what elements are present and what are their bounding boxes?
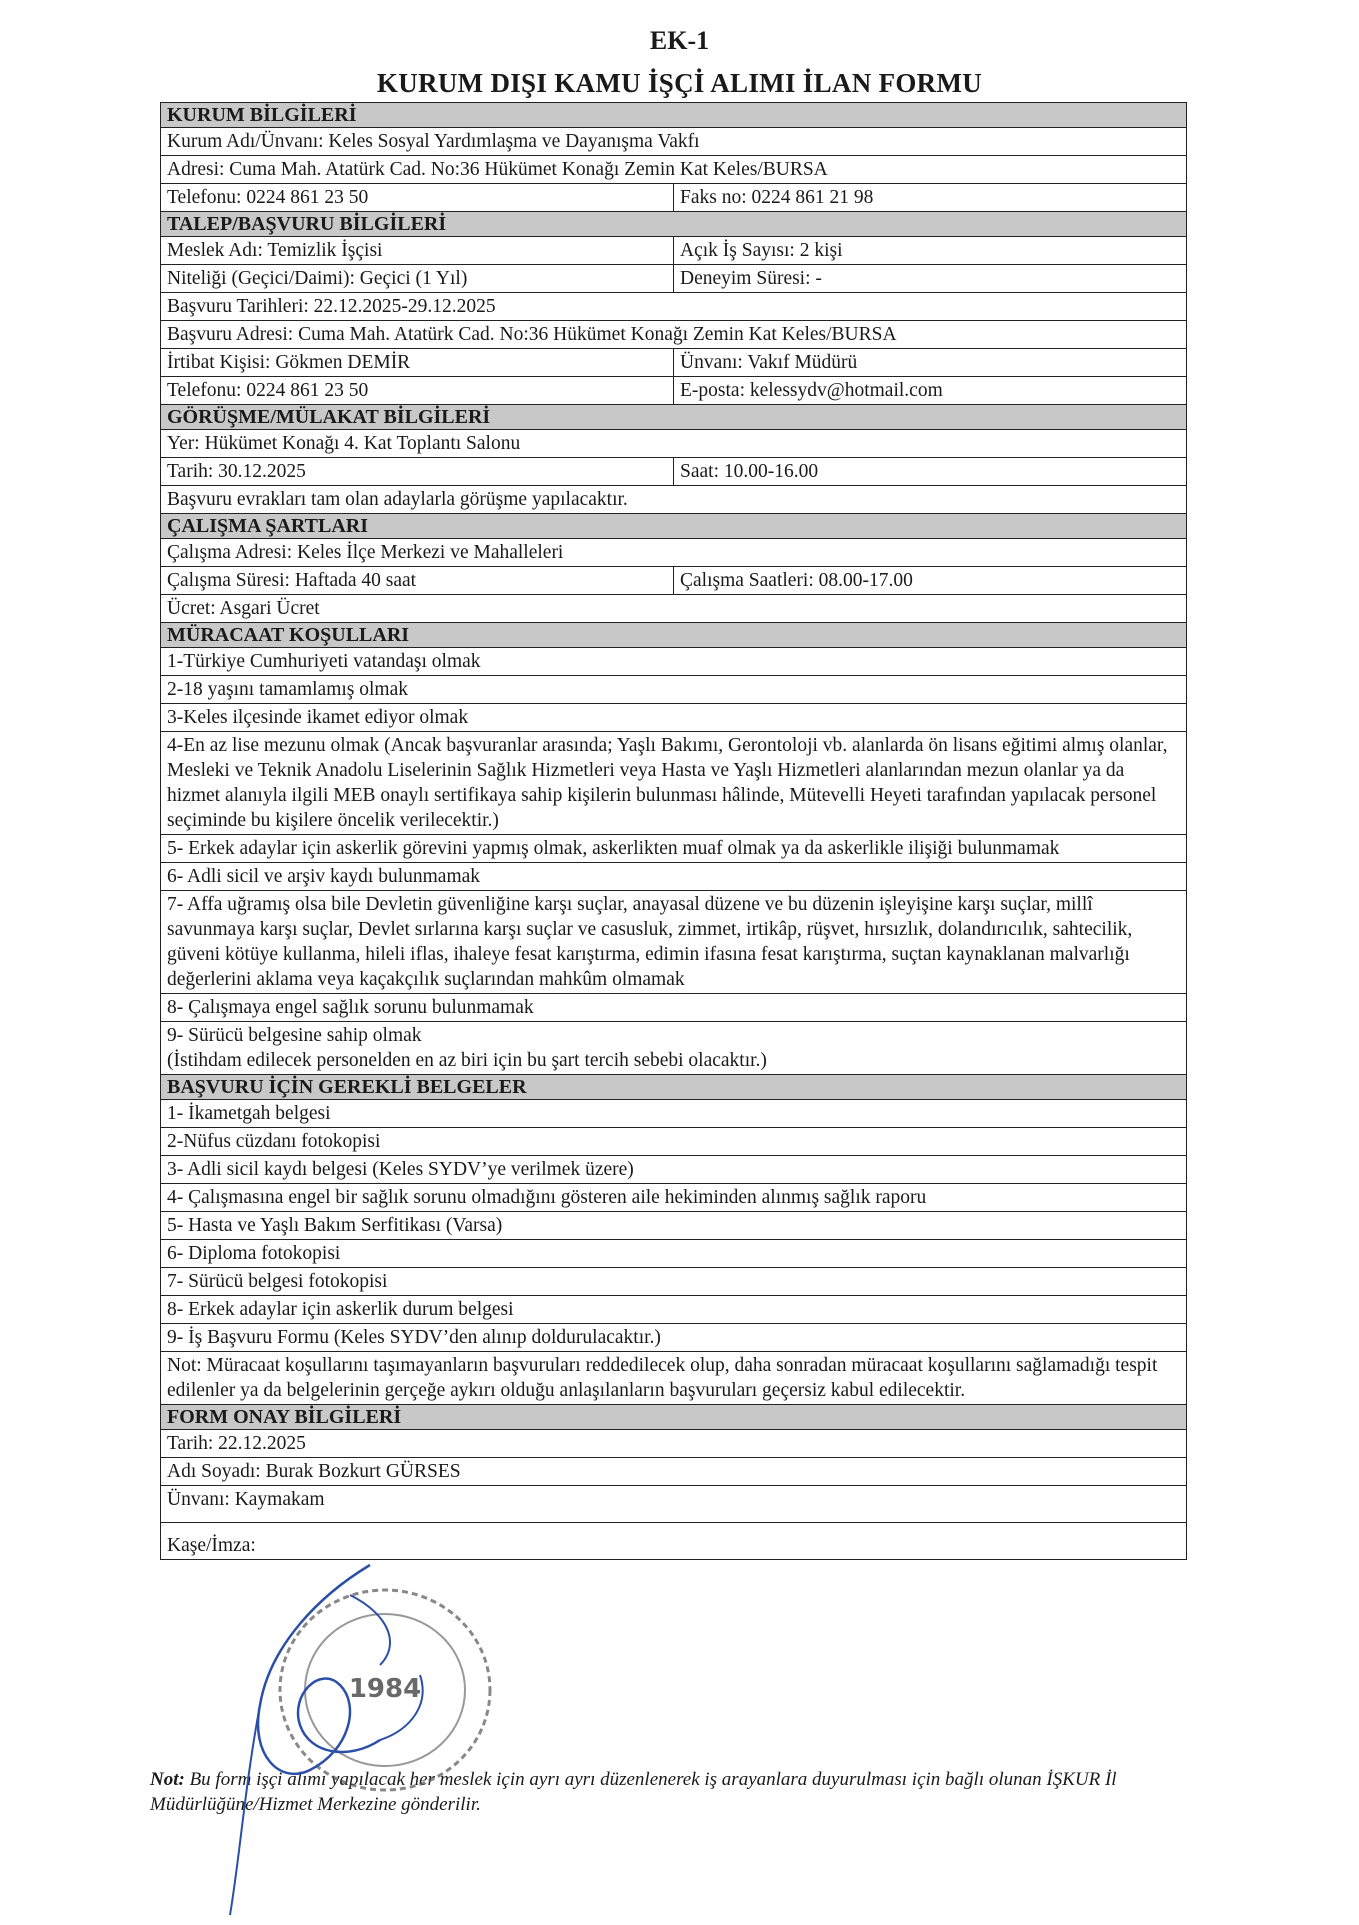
muracaat-item: 1-Türkiye Cumhuriyeti vatandaşı olmak	[161, 648, 1187, 676]
belgeler-not: Not: Müracaat koşullarını taşımayanların başvuruları reddedilecek olup, daha sonradan müracaat koşullarını sağlamadığı tespit edilenler ya da belgelerinin gerçeğe aykırı olduğu anlaşılanların başvuruları geçersiz kabul edilecektir.	[161, 1352, 1187, 1405]
calisma-saatleri: Çalışma Saatleri: 08.00-17.00	[674, 567, 1187, 595]
section-muracaat	[161, 623, 1187, 648]
kurum-adi: Kurum Adı/Ünvanı: Keles Sosyal Yardımlaşma ve Dayanışma Vakfı	[161, 128, 1187, 156]
gorusme-not: Başvuru evrakları tam olan adaylarla görüşme yapılacaktır.	[161, 486, 1187, 514]
muracaat-item-9	[161, 1022, 1187, 1075]
calisma-adresi: Çalışma Adresi: Keles İlçe Merkezi ve Mahalleleri	[161, 539, 1187, 567]
gorusme-tarih: Tarih: 30.12.2025	[161, 458, 674, 486]
muracaat-item: 7- Affa uğramış olsa bile Devletin güvenliğine karşı suçlar, anayasal düzene ve bu düzenin işleyişine karşı suçlar, millî savunmaya karşı suçlar, Devlet sırlarına karşı suçlar ve casusluk, zimmet, irtikâp, rüşvet, hırsızlık, dolandırıcılık, sahtecilik, güveni kötüye kullanma, hileli iflas, ihaleye fesat karıştırma, edimin ifasına fesat karıştırma, suçtan kaynaklanan malvarlığı değerlerini aklama veya kaçakçılık suçlarından mahkûm olmamak	[161, 891, 1187, 994]
muracaat-item-9-line2: (İstihdam edilecek personelden en az biri için bu şart tercih sebebi olacaktır.)	[167, 1050, 767, 1071]
gorusme-yer: Yer: Hükümet Konağı 4. Kat Toplantı Salonu	[161, 430, 1187, 458]
talep-telefon: Telefonu: 0224 861 23 50	[161, 377, 674, 405]
stamp-text: 1984	[348, 1674, 422, 1704]
niteligi: Niteliği (Geçici/Daimi): Geçici (1 Yıl)	[161, 265, 674, 293]
annex-label: EK-1	[649, 26, 710, 55]
footer-note-label: Not:	[150, 1769, 185, 1790]
section-title: FORM ONAY BİLGİLERİ	[161, 1405, 1187, 1430]
basvuru-adresi: Başvuru Adresi: Cuma Mah. Atatürk Cad. No:36 Hükümet Konağı Zemin Kat Keles/BURSA	[161, 321, 1187, 349]
gorusme-saat: Saat: 10.00-16.00	[674, 458, 1187, 486]
section-title: TALEP/BAŞVURU BİLGİLERİ	[161, 212, 1187, 237]
form-table	[160, 102, 1187, 1560]
section-title: ÇALIŞMA ŞARTLARI	[161, 514, 1187, 539]
basvuru-tarihleri: Başvuru Tarihleri: 22.12.2025-29.12.2025	[161, 293, 1187, 321]
section-talep	[161, 212, 1187, 237]
belge-item: 1- İkametgah belgesi	[161, 1100, 1187, 1128]
section-belgeler	[161, 1075, 1187, 1100]
muracaat-item: 2-18 yaşını tamamlamış olmak	[161, 676, 1187, 704]
signature	[150, 1555, 530, 1925]
muracaat-item: 3-Keles ilçesinde ikamet ediyor olmak	[161, 704, 1187, 732]
footer-note	[150, 1767, 1190, 1817]
onay-unvan: Ünvanı: Kaymakam	[161, 1486, 1187, 1523]
section-onay	[161, 1405, 1187, 1430]
irtibat-kisisi: İrtibat Kişisi: Gökmen DEMİR	[161, 349, 674, 377]
kurum-faks: Faks no: 0224 861 21 98	[674, 184, 1187, 212]
onay-tarih: Tarih: 22.12.2025	[161, 1430, 1187, 1458]
meslek-adi: Meslek Adı: Temizlik İşçisi	[161, 237, 674, 265]
kurum-telefon: Telefonu: 0224 861 23 50	[161, 184, 674, 212]
section-gorusme	[161, 405, 1187, 430]
irtibat-unvani: Ünvanı: Vakıf Müdürü	[674, 349, 1187, 377]
talep-eposta: E-posta: kelessydv@hotmail.com	[674, 377, 1187, 405]
acik-is-sayisi: Açık İş Sayısı: 2 kişi	[674, 237, 1187, 265]
belge-item: 8- Erkek adaylar için askerlik durum belgesi	[161, 1296, 1187, 1324]
muracaat-item: 8- Çalışmaya engel sağlık sorunu bulunmamak	[161, 994, 1187, 1022]
muracaat-item: 5- Erkek adaylar için askerlik görevini yapmış olmak, askerlikten muaf olmak ya da askerlikle ilişiği bulunmamak	[161, 835, 1187, 863]
section-title: MÜRACAAT KOŞULLARI	[161, 623, 1187, 648]
belge-item: 3- Adli sicil kaydı belgesi (Keles SYDV’ye verilmek üzere)	[161, 1156, 1187, 1184]
kurum-adres: Adresi: Cuma Mah. Atatürk Cad. No:36 Hükümet Konağı Zemin Kat Keles/BURSA	[161, 156, 1187, 184]
muracaat-item: 4-En az lise mezunu olmak (Ancak başvuranlar arasında; Yaşlı Bakımı, Gerontoloji vb. alanlarda ön lisans eğitimi almış olanlar, Mesleki ve Teknik Anadolu Liselerinin Sağlık Hizmetleri veya Hasta ve Yaşlı Hizmetleri alanlarından mezun olanlar ya da hizmet alanıyla ilgili MEB onaylı sertifikaya sahip kişilerin bulunması hâlinde, Mütevelli Heyeti tarafından yapılacak personel seçiminde bu kişilere öncelik verilecektir.)	[161, 732, 1187, 835]
onay-ad-soyad: Adı Soyadı: Burak Bozkurt GÜRSES	[161, 1458, 1187, 1486]
ucret: Ücret: Asgari Ücret	[161, 595, 1187, 623]
belge-item: 4- Çalışmasına engel bir sağlık sorunu olmadığını gösteren aile hekiminden alınmış sağlık raporu	[161, 1184, 1187, 1212]
footer-note-text: Bu form işçi alımı yapılacak her meslek için ayrı ayrı düzenlenerek iş arayanlara duyurulması için bağlı olunan İŞKUR İl Müdürlüğüne/Hizmet Merkezine gönderilir.	[150, 1769, 1117, 1815]
form-title: KURUM DIŞI KAMU İŞÇİ ALIMI İLAN FORMU	[376, 68, 983, 98]
section-title: KURUM BİLGİLERİ	[161, 103, 1187, 128]
muracaat-item: 6- Adli sicil ve arşiv kaydı bulunmamak	[161, 863, 1187, 891]
section-title: GÖRÜŞME/MÜLAKAT BİLGİLERİ	[161, 405, 1187, 430]
onay-kase-imza: Kaşe/İmza:	[161, 1523, 1187, 1560]
belge-item: 7- Sürücü belgesi fotokopisi	[161, 1268, 1187, 1296]
deneyim-suresi: Deneyim Süresi: -	[674, 265, 1187, 293]
section-title: BAŞVURU İÇİN GEREKLİ BELGELER	[161, 1075, 1187, 1100]
muracaat-item-9-line1: 9- Sürücü belgesine sahip olmak	[167, 1025, 422, 1046]
section-kurum	[161, 103, 1187, 128]
belge-item: 2-Nüfus cüzdanı fotokopisi	[161, 1128, 1187, 1156]
calisma-suresi: Çalışma Süresi: Haftada 40 saat	[161, 567, 674, 595]
belge-item: 9- İş Başvuru Formu (Keles SYDV’den alınıp doldurulacaktır.)	[161, 1324, 1187, 1352]
belge-item: 6- Diploma fotokopisi	[161, 1240, 1187, 1268]
belge-item: 5- Hasta ve Yaşlı Bakım Serfitikası (Varsa)	[161, 1212, 1187, 1240]
section-calisma	[161, 514, 1187, 539]
